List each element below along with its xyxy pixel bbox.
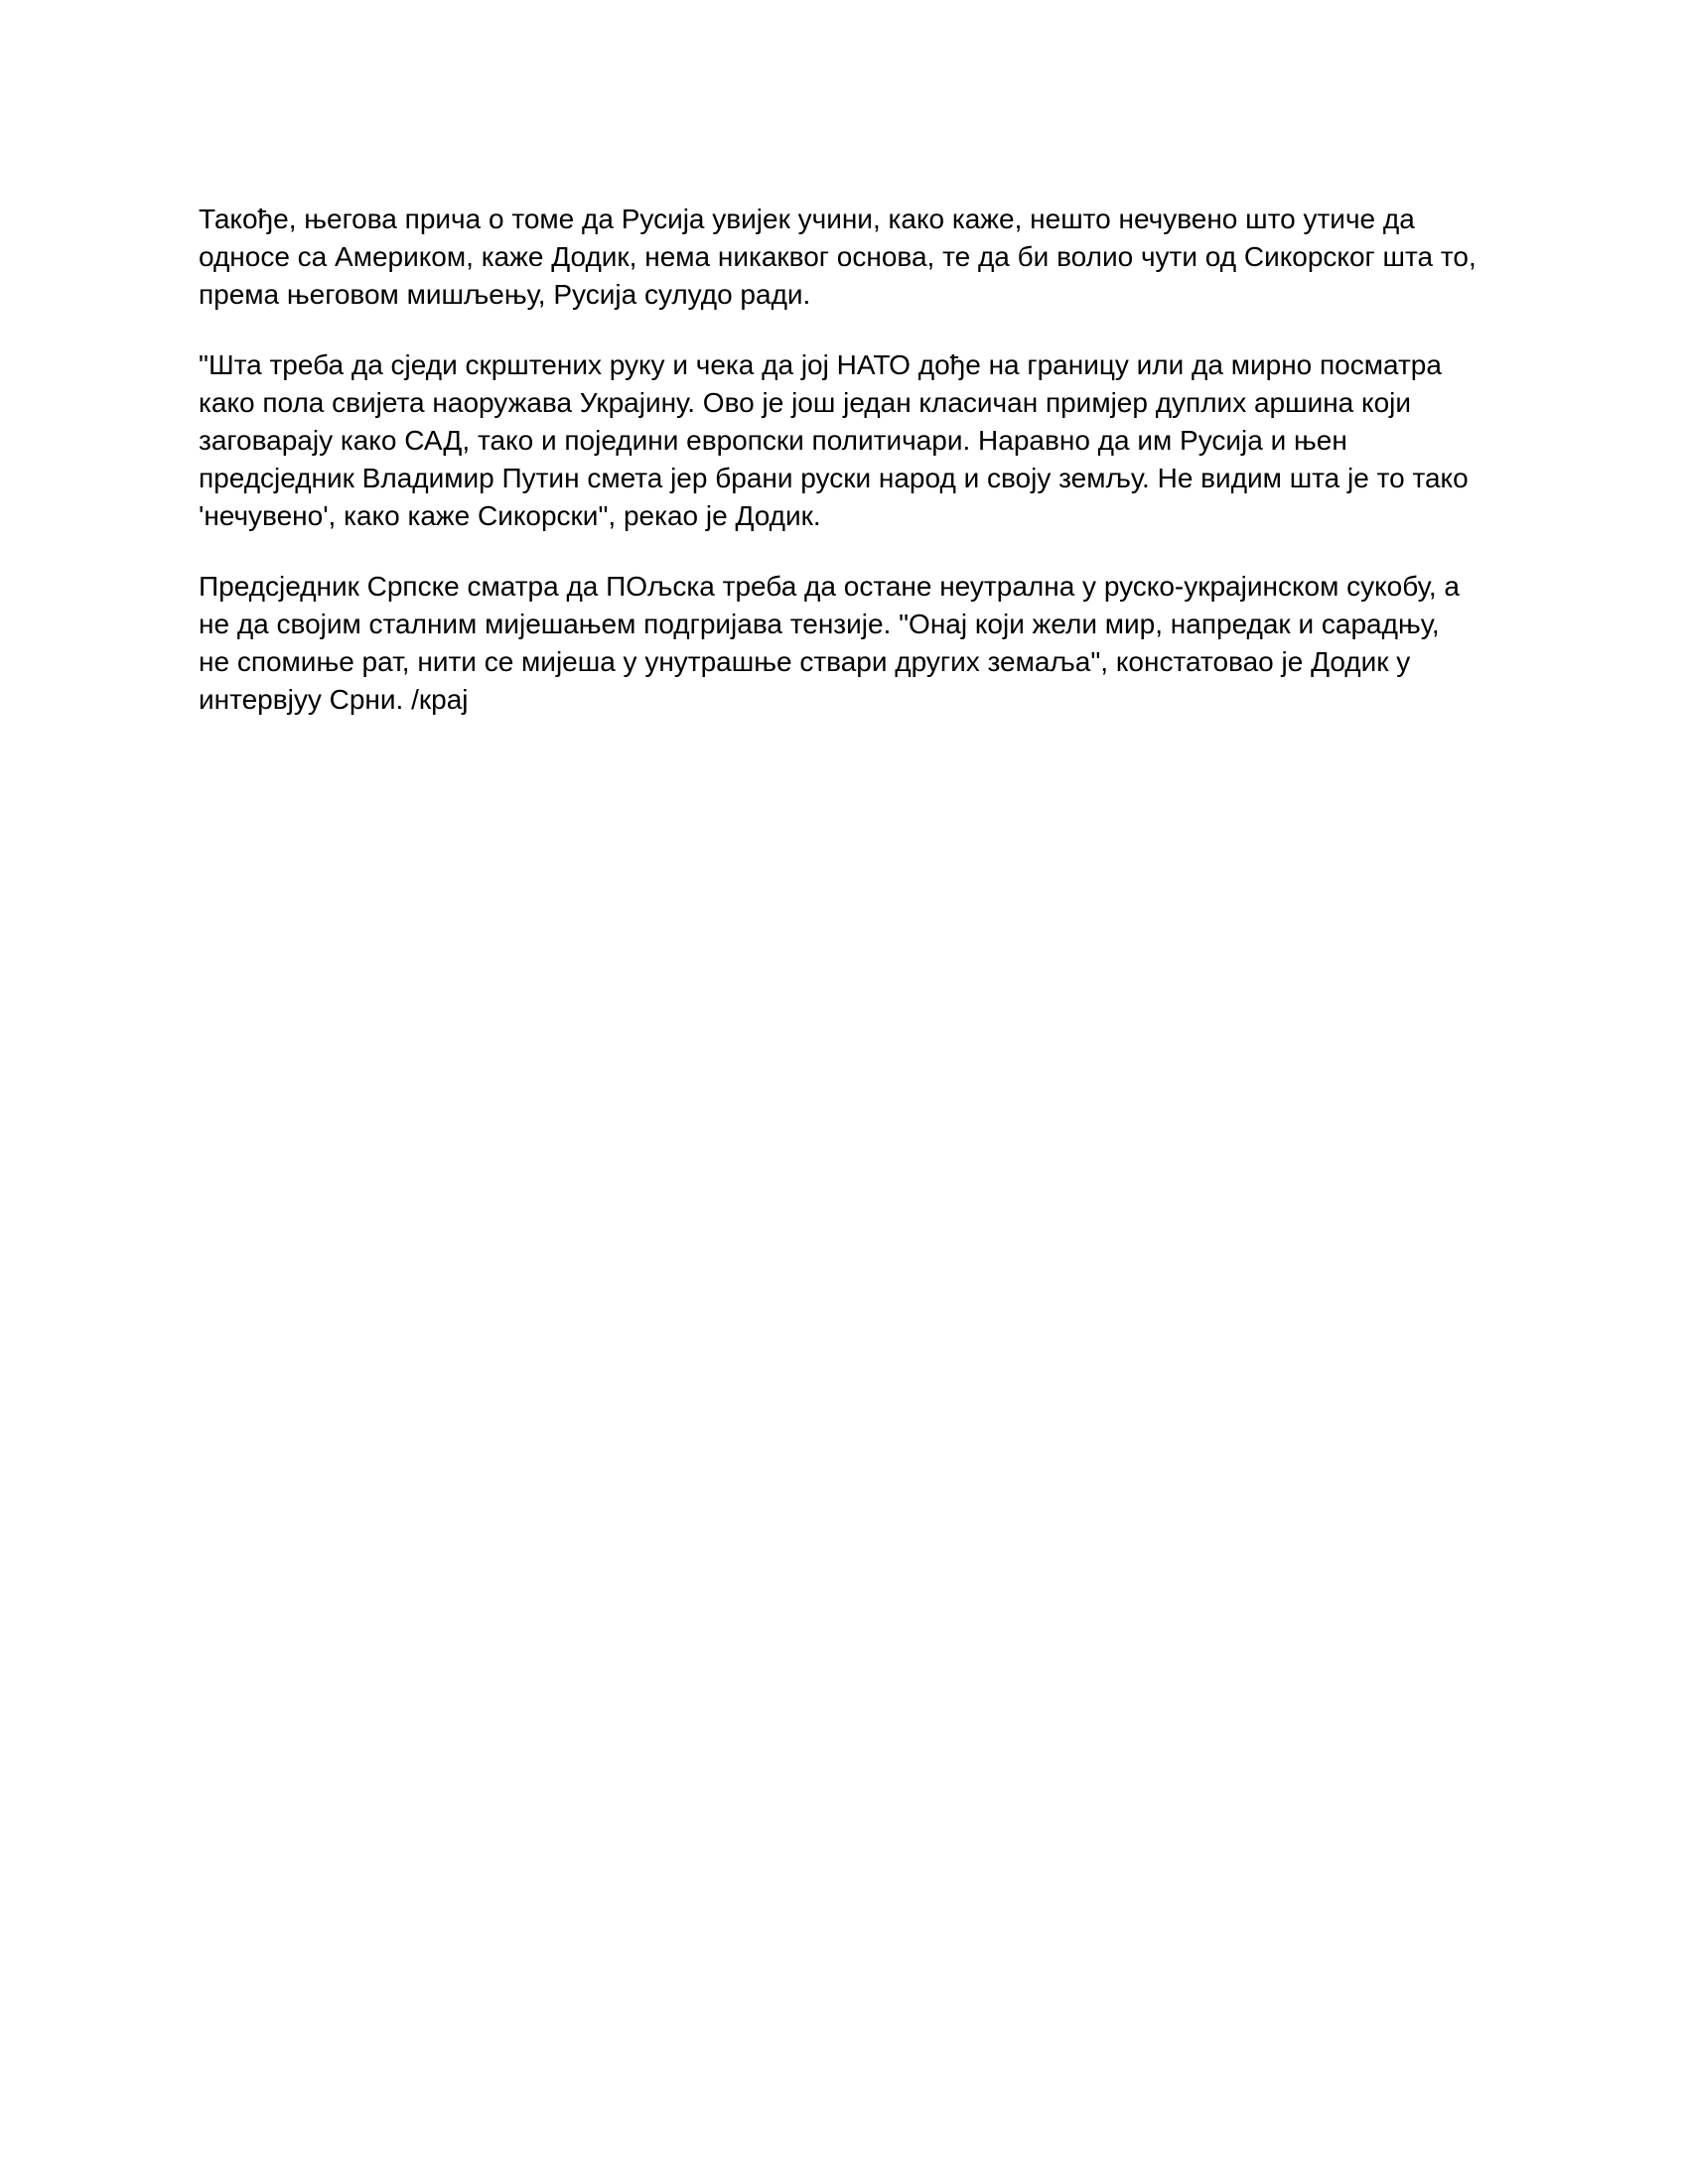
text-line: Предсједник Српске сматра да ПОљска треба да остане неутрална у руско-украјинском сукобу, а bbox=[199, 571, 1461, 602]
text-line: како пола свијета наоружава Украјину. Ово је још један класичан примјер дуплих аршина који bbox=[199, 387, 1412, 418]
document-body bbox=[199, 201, 1499, 751]
text-line: 'нечувено', како каже Сикорски", рекао је Додик. bbox=[199, 500, 821, 531]
paragraph bbox=[199, 568, 1499, 719]
text-line: односе са Америком, каже Додик, нема никаквог основа, те да би волио чути од Сикорског шта то, bbox=[199, 241, 1477, 272]
text-line: према његовом мишљењу, Русија сулудо ради. bbox=[199, 279, 811, 310]
text-line: не да својим сталним мијешањем подгријава тензије. "Онај који жели мир, напредак и сарадњу, bbox=[199, 609, 1440, 639]
paragraph bbox=[199, 346, 1499, 535]
text-line: Такође, његова прича о томе да Русија увијек учини, како каже, нешто нечувено што утиче да bbox=[199, 204, 1415, 234]
text-line: не спомиње рат, нити се мијеша у унутрашње ствари других земаља", констатовао је Додик у bbox=[199, 646, 1411, 677]
text-line: предсједник Владимир Путин смета јер брани руски народ и своју земљу. Не видим шта је то тако bbox=[199, 463, 1469, 493]
text-line: заговарају како САД, тако и поједини европски политичари. Наравно да им Русија и њен bbox=[199, 425, 1347, 456]
paragraph bbox=[199, 201, 1499, 314]
text-line: интервјуу Срни. /крај bbox=[199, 684, 469, 715]
text-line: "Шта треба да сједи скрштених руку и чека да јој НАТО дође на границу или да мирно посматра bbox=[199, 349, 1442, 380]
